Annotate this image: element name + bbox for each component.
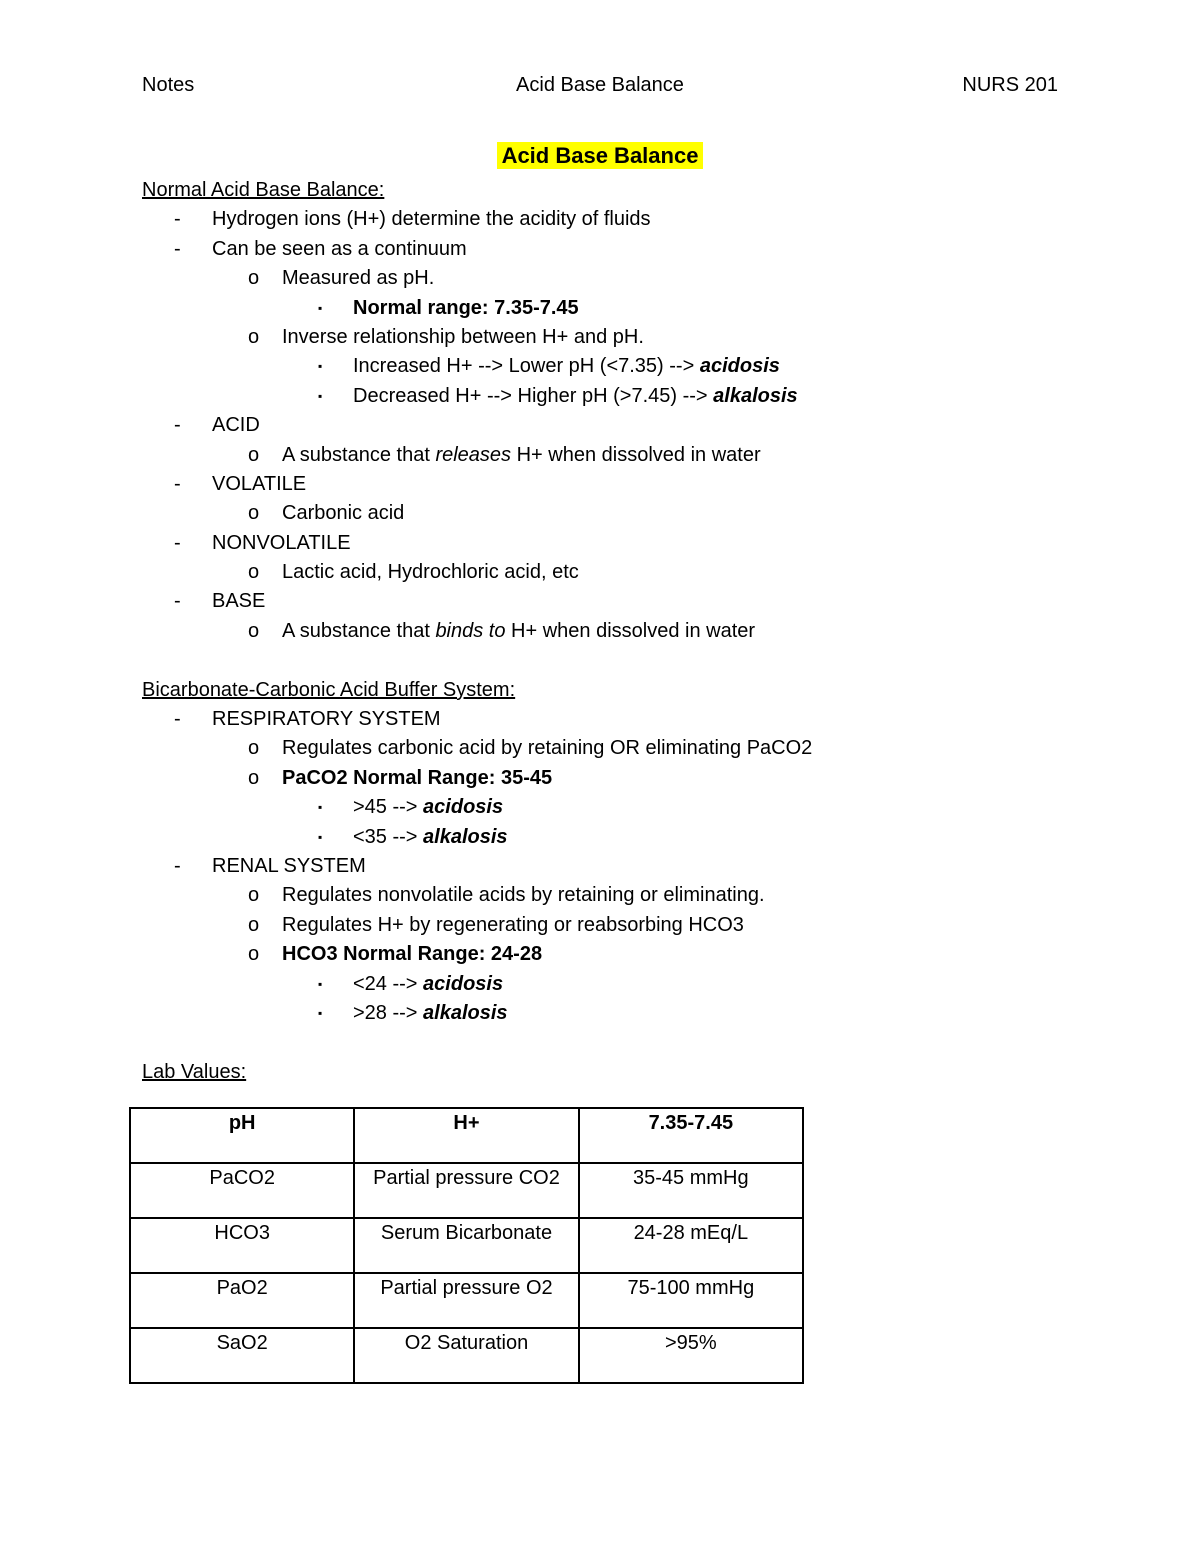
section-heading-buffer: Bicarbonate-Carbonic Acid Buffer System:	[142, 678, 516, 701]
list-item	[142, 382, 1102, 411]
list-item	[142, 529, 1102, 558]
table-cell: Serum Bicarbonate	[354, 1218, 578, 1273]
section-heading-normal: Normal Acid Base Balance:	[142, 179, 385, 201]
item-text: Normal range: 7.35-7.45	[353, 296, 579, 319]
list-item	[142, 793, 1102, 822]
list-item	[142, 499, 1102, 528]
item-text	[353, 382, 798, 411]
dash-bullet: -	[174, 854, 181, 877]
lab-values-table	[129, 1107, 804, 1384]
item-term: acidosis	[423, 972, 504, 995]
item-text	[353, 823, 508, 852]
item-text-plain: Decreased H+ --> Higher pH (>7.45) -->	[353, 384, 714, 407]
notes-body	[142, 176, 1102, 1087]
circle-bullet: o	[248, 737, 260, 760]
item-text	[353, 352, 780, 381]
item-text-plain: H+ when dissolved in water	[505, 619, 756, 642]
item-text	[353, 970, 503, 999]
item-text	[282, 617, 755, 646]
item-term: alkalosis	[423, 1001, 508, 1024]
list-item	[142, 881, 1102, 910]
item-text: HCO3 Normal Range: 24-28	[282, 943, 543, 966]
header-center: Acid Base Balance	[516, 74, 684, 96]
list-item	[142, 587, 1102, 616]
table-cell: >95%	[579, 1328, 803, 1383]
table-row	[130, 1218, 803, 1273]
item-text-plain: H+ when dissolved in water	[511, 443, 761, 466]
dash-bullet: -	[174, 590, 181, 613]
circle-bullet: o	[248, 766, 260, 789]
list-item	[142, 323, 1102, 352]
spacer	[142, 1028, 1102, 1057]
item-text-plain: A substance that	[282, 443, 436, 466]
item-text: VOLATILE	[212, 472, 307, 495]
circle-bullet: o	[248, 325, 260, 348]
item-emphasis: releases	[435, 443, 512, 466]
table-cell: Partial pressure O2	[354, 1273, 578, 1328]
item-text-plain: Increased H+ --> Lower pH (<7.35) -->	[353, 355, 700, 378]
square-bullet: ▪	[318, 359, 323, 374]
square-bullet: ▪	[318, 976, 323, 991]
square-bullet: ▪	[318, 300, 323, 315]
list-item	[142, 205, 1102, 234]
square-bullet: ▪	[318, 829, 323, 844]
page-header	[142, 74, 1058, 100]
list-item	[142, 470, 1102, 499]
table-cell: O2 Saturation	[354, 1328, 578, 1383]
item-text	[353, 999, 508, 1028]
table-row	[130, 1273, 803, 1328]
circle-bullet: o	[248, 943, 260, 966]
list-item	[142, 823, 1102, 852]
list-item	[142, 294, 1102, 323]
spacer	[142, 646, 1102, 675]
item-text: Measured as pH.	[282, 267, 435, 290]
item-text-plain: A substance that	[282, 619, 436, 642]
table-cell: PaO2	[130, 1273, 354, 1328]
square-bullet: ▪	[318, 1005, 323, 1020]
item-text: Carbonic acid	[282, 502, 405, 525]
table-cell: 75-100 mmHg	[579, 1273, 803, 1328]
list-item	[142, 911, 1102, 940]
list-item	[142, 764, 1102, 793]
table-cell: HCO3	[130, 1218, 354, 1273]
square-bullet: ▪	[318, 800, 323, 815]
table-cell: pH	[130, 1108, 354, 1163]
item-text: Inverse relationship between H+ and pH.	[282, 325, 644, 348]
circle-bullet: o	[248, 913, 260, 936]
table-cell: Partial pressure CO2	[354, 1163, 578, 1218]
section-heading-lab: Lab Values:	[142, 1060, 247, 1083]
list-item	[142, 441, 1102, 470]
item-term: acidosis	[699, 355, 780, 378]
header-left: Notes	[142, 74, 195, 96]
document-title: Acid Base Balance	[497, 142, 704, 169]
item-text: RESPIRATORY SYSTEM	[212, 708, 441, 731]
item-text	[282, 441, 761, 470]
list-item	[142, 411, 1102, 440]
list-item	[142, 970, 1102, 999]
list-item	[142, 617, 1102, 646]
circle-bullet: o	[248, 502, 260, 525]
item-text: RENAL SYSTEM	[212, 854, 366, 877]
table-row	[130, 1163, 803, 1218]
item-text	[353, 793, 503, 822]
item-term: alkalosis	[423, 825, 508, 848]
dash-bullet: -	[174, 237, 181, 260]
dash-bullet: -	[174, 708, 181, 731]
square-bullet: ▪	[318, 388, 323, 403]
dash-bullet: -	[174, 472, 181, 495]
item-text: Can be seen as a continuum	[212, 237, 467, 260]
table-row	[130, 1108, 803, 1163]
dash-bullet: -	[174, 531, 181, 554]
item-term: acidosis	[423, 796, 504, 819]
dash-bullet: -	[174, 208, 181, 231]
item-text: Regulates carbonic acid by retaining OR eliminating PaCO2	[282, 737, 813, 760]
item-text-plain: >45 -->	[353, 796, 424, 819]
title-wrap	[0, 143, 1200, 169]
item-text-plain: >28 -->	[353, 1001, 424, 1024]
list-item	[142, 235, 1102, 264]
item-text-plain: <24 -->	[353, 972, 424, 995]
circle-bullet: o	[248, 443, 260, 466]
item-term: alkalosis	[713, 384, 798, 407]
item-emphasis: binds to	[435, 619, 506, 642]
item-text: Regulates H+ by regenerating or reabsorbing HCO3	[282, 913, 744, 936]
list-item	[142, 940, 1102, 969]
table-cell: 35-45 mmHg	[579, 1163, 803, 1218]
header-right: NURS 201	[962, 74, 1058, 96]
table-cell: 24-28 mEq/L	[579, 1218, 803, 1273]
item-text: Lactic acid, Hydrochloric acid, etc	[282, 561, 579, 584]
table-cell: H+	[354, 1108, 578, 1163]
item-text: Hydrogen ions (H+) determine the acidity of fluids	[212, 208, 651, 231]
dash-bullet: -	[174, 414, 181, 437]
table-cell: SaO2	[130, 1328, 354, 1383]
circle-bullet: o	[248, 561, 260, 584]
table-cell: 7.35-7.45	[579, 1108, 803, 1163]
item-text: NONVOLATILE	[212, 531, 351, 554]
table-row	[130, 1328, 803, 1383]
list-item	[142, 264, 1102, 293]
list-item	[142, 558, 1102, 587]
list-item	[142, 852, 1102, 881]
item-text: ACID	[212, 414, 260, 437]
list-item	[142, 999, 1102, 1028]
circle-bullet: o	[248, 884, 260, 907]
item-text: PaCO2 Normal Range: 35-45	[282, 766, 553, 789]
list-item	[142, 734, 1102, 763]
item-text: Regulates nonvolatile acids by retaining or eliminating.	[282, 884, 765, 907]
list-item	[142, 705, 1102, 734]
list-item	[142, 352, 1102, 381]
circle-bullet: o	[248, 267, 260, 290]
item-text: BASE	[212, 590, 266, 613]
circle-bullet: o	[248, 619, 260, 642]
item-text-plain: <35 -->	[353, 825, 424, 848]
table-cell: PaCO2	[130, 1163, 354, 1218]
